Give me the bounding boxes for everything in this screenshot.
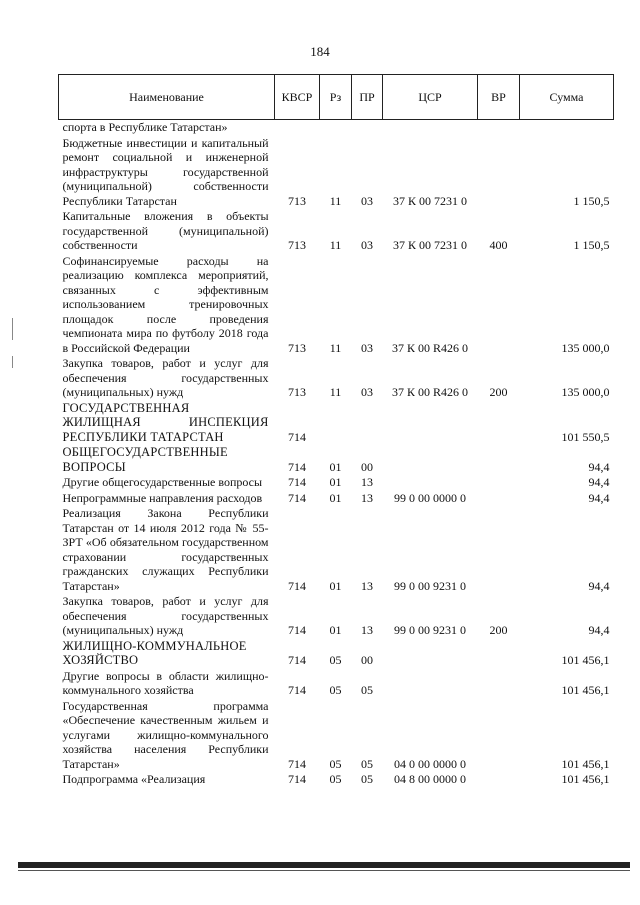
cell-name: Другие общегосударственные вопросы: [62, 475, 263, 489]
cell-pr: 00: [361, 459, 373, 474]
table-header: [59, 75, 614, 120]
header-rz: Рз: [320, 75, 352, 120]
cell-rz: 11: [329, 340, 342, 355]
header-csr: ЦСР: [383, 75, 478, 120]
cell-pr: 03: [361, 193, 373, 208]
cell-sum: 94,4: [588, 490, 610, 505]
cell-kvsr: [275, 120, 320, 136]
cell-csr: 04 0 00 0000 0: [394, 756, 466, 771]
cell-csr: 37 К 00 7231 0: [392, 238, 467, 252]
footer-rule: [18, 862, 630, 868]
cell-csr: 37 К 00 7231 0: [392, 193, 467, 208]
cell-pr: 13: [361, 623, 373, 637]
cell-vr: 200: [489, 623, 508, 637]
cell-pr: 13: [361, 475, 373, 489]
cell-rz: 11: [329, 385, 342, 399]
cell-sum: 101 456,1: [561, 772, 610, 786]
cell-pr: 03: [361, 238, 373, 252]
cell-name: Непрограммные направления расходов: [62, 490, 263, 505]
cell-vr: [478, 120, 520, 136]
cell-csr: [383, 120, 478, 136]
cell-kvsr: 714: [288, 578, 306, 593]
cell-sum: 135 000,0: [561, 340, 610, 355]
cell-kvsr: 714: [288, 490, 306, 505]
cell-sum: 94,4: [588, 459, 610, 474]
cell-csr: [383, 669, 478, 699]
table-row: [59, 699, 614, 773]
cell-pr: 13: [361, 578, 373, 593]
cell-sum: 94,4: [588, 578, 610, 593]
cell-csr: [383, 639, 478, 669]
cell-sum: [520, 120, 614, 136]
cell-name: Бюджетные инвестиции и капитальный ремонт социальной и инженерной инфраструктуры государственной (муниципальной) собственности Республики Татарстан: [62, 135, 269, 208]
table-row: [59, 120, 614, 136]
table-body: [59, 120, 614, 788]
cell-pr: 00: [361, 653, 373, 667]
cell-name: Подпрограмма «Реализация: [62, 772, 206, 786]
cell-rz: 01: [329, 475, 342, 489]
cell-kvsr: 714: [288, 653, 306, 667]
cell-rz: 01: [329, 623, 342, 637]
cell-name: Софинансируемые расходы на реализацию комплекса мероприятий, связанных с эффективным использованием тренировочных площадок после проведения чемпионата мира по футболу 2018 года в Российской Федерации: [62, 253, 269, 355]
cell-kvsr: 713: [288, 340, 306, 355]
cell-vr: [478, 401, 520, 446]
header-pr: ПР: [352, 75, 383, 120]
cell-csr: [383, 401, 478, 446]
cell-vr: [478, 506, 520, 594]
cell-rz: 01: [329, 459, 342, 474]
cell-sum: 101 456,1: [561, 756, 610, 771]
table-row: [59, 594, 614, 639]
cell-kvsr: 713: [288, 238, 306, 252]
cell-sum: 94,4: [588, 475, 610, 489]
cell-kvsr: 714: [288, 475, 306, 489]
cell-kvsr: 714: [288, 623, 306, 637]
cell-sum: 101 456,1: [561, 683, 610, 697]
header-kvsr: КВСР: [275, 75, 320, 120]
cell-name: ГОСУДАРСТВЕННАЯ ЖИЛИЩНАЯ ИНСПЕКЦИЯ РЕСПУБЛИКИ ТАТАРСТАН: [62, 400, 269, 444]
table-row: [59, 356, 614, 401]
footer-rule-thin: [18, 870, 630, 871]
margin-mark: [12, 356, 13, 368]
cell-kvsr: 713: [288, 385, 306, 399]
cell-kvsr: 714: [288, 429, 306, 444]
cell-pr: 03: [361, 340, 373, 355]
page-number: 184: [310, 44, 330, 59]
cell-pr: 05: [361, 683, 373, 697]
cell-rz: 05: [329, 756, 342, 771]
header-vr: ВР: [478, 75, 520, 120]
cell-rz: 01: [329, 490, 342, 505]
cell-vr: [478, 254, 520, 357]
table-row: [59, 491, 614, 507]
cell-vr: [478, 699, 520, 773]
cell-name: Реализация Закона Республики Татарстан от 14 июля 2012 года № 55-ЗРТ «Об обязательном государственном страховании государственных гражданских служащих Республики Татарстан»: [62, 506, 269, 593]
cell-rz: [320, 401, 352, 446]
cell-name: ОБЩЕГОСУДАРСТВЕННЫЕ ВОПРОСЫ: [62, 445, 228, 474]
cell-vr: [478, 475, 520, 491]
table-row: [59, 669, 614, 699]
cell-rz: 05: [329, 683, 342, 697]
table-row: [59, 772, 614, 788]
table-row: [59, 401, 614, 446]
cell-pr: 05: [361, 772, 373, 786]
cell-sum: 101 550,5: [561, 429, 610, 444]
cell-kvsr: 714: [288, 772, 306, 786]
cell-vr: [478, 445, 520, 475]
cell-pr: 03: [361, 385, 373, 399]
cell-pr: [352, 120, 383, 136]
cell-name: Закупка товаров, работ и услуг для обеспечения государственных (муниципальных) нужд: [62, 356, 269, 399]
cell-csr: 99 0 00 0000 0: [394, 490, 466, 505]
table-row: [59, 254, 614, 357]
header-sum: Сумма: [520, 75, 614, 120]
cell-name: Капитальные вложения в объекты государственной (муниципальной) собственности: [62, 209, 269, 252]
cell-csr: 99 0 00 9231 0: [394, 623, 466, 637]
cell-kvsr: 713: [288, 193, 306, 208]
cell-sum: 94,4: [588, 623, 610, 637]
cell-kvsr: 714: [288, 683, 306, 697]
cell-rz: 01: [329, 578, 342, 593]
table-row: [59, 475, 614, 491]
cell-sum: 135 000,0: [561, 385, 610, 399]
cell-name: Другие вопросы в области жилищно-коммунального хозяйства: [62, 668, 269, 697]
cell-csr: 04 8 00 0000 0: [394, 772, 466, 786]
cell-kvsr: 714: [288, 756, 306, 771]
cell-vr: 200: [489, 385, 508, 399]
cell-csr: 37 К 00 R426 0: [391, 340, 468, 355]
cell-pr: 13: [361, 490, 373, 505]
budget-table: [58, 74, 614, 788]
cell-name: Государственная программа «Обеспечение качественным жильем и услугами жилищно-коммунального хозяйства населения Республики Татарстан»: [62, 698, 269, 771]
cell-vr: [478, 491, 520, 507]
cell-kvsr: 714: [288, 459, 306, 474]
table-row: [59, 209, 614, 254]
cell-rz: 11: [329, 193, 342, 208]
cell-csr: 99 0 00 9231 0: [394, 578, 466, 593]
margin-mark: [12, 318, 13, 340]
cell-rz: 05: [329, 772, 342, 786]
cell-csr: 37 К 00 R426 0: [391, 385, 468, 399]
cell-vr: 400: [489, 238, 508, 252]
cell-name: Закупка товаров, работ и услуг для обеспечения государственных (муниципальных) нужд: [62, 594, 269, 637]
cell-vr: [478, 136, 520, 210]
cell-rz: [320, 120, 352, 136]
table-row: [59, 445, 614, 475]
cell-pr: [352, 401, 383, 446]
table-row: [59, 639, 614, 669]
cell-rz: 11: [329, 238, 342, 252]
cell-sum: 101 456,1: [561, 653, 610, 667]
cell-rz: 05: [329, 653, 342, 667]
table-row: [59, 506, 614, 594]
cell-vr: [478, 772, 520, 788]
cell-csr: [383, 445, 478, 475]
table-row: [59, 136, 614, 210]
cell-pr: 05: [361, 756, 373, 771]
cell-vr: [478, 639, 520, 669]
header-name: Наименование: [59, 75, 275, 120]
cell-name: ЖИЛИЩНО-КОММУНАЛЬНОЕ ХОЗЯЙСТВО: [62, 638, 247, 667]
cell-sum: 1 150,5: [573, 238, 610, 252]
cell-csr: [383, 475, 478, 491]
cell-vr: [478, 669, 520, 699]
cell-sum: 1 150,5: [573, 193, 610, 208]
cell-name: спорта в Республике Татарстан»: [62, 120, 228, 134]
